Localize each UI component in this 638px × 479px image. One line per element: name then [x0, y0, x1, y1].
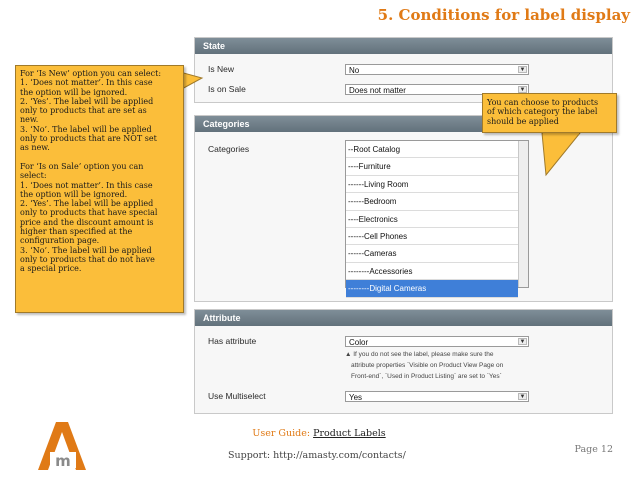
note-line: ▲ If you do not see the label, please make sure the [345, 351, 494, 358]
attribute-panel [194, 309, 613, 414]
note-line: attribute properties `Visible on Product View Page on [351, 362, 504, 369]
callout-line: only to products that are NOT set [20, 134, 157, 144]
category-option[interactable]: ----Furniture [346, 158, 518, 175]
callout-line [20, 153, 179, 162]
use-multiselect-label: Use Multiselect [208, 391, 266, 401]
is-new-select[interactable] [345, 64, 529, 75]
callout-line: only to products that are set as [20, 106, 147, 116]
callout-line: higher than specified at the [20, 227, 133, 237]
dropdown-arrow-icon: ▼ [519, 394, 526, 400]
category-option[interactable]: --Root Catalog [346, 141, 518, 158]
dropdown-arrow-icon: ▼ [519, 67, 526, 73]
info-bullet-icon: ▲ [345, 351, 354, 358]
right-callout-pointer [534, 133, 594, 179]
category-option[interactable]: --------Accessories [346, 263, 518, 280]
callout-line: of which category the label [487, 107, 598, 117]
categories-listbox[interactable] [345, 140, 529, 294]
callout-line: price and the discount amount is [20, 217, 154, 227]
footer-page-number: Page 12 [574, 444, 613, 455]
left-callout-pointer [180, 70, 210, 100]
callout-line: a special price. [20, 264, 82, 274]
callout-line: 3. ‘No’. The label will be applied [20, 124, 152, 134]
callout-line: configuration page. [20, 236, 100, 246]
is-new-value: No [349, 66, 360, 75]
has-attribute-select[interactable] [345, 336, 529, 347]
page-title: 5. Conditions for label display [377, 6, 630, 24]
callout-line: select: [20, 171, 47, 181]
callout-line: For ‘Is New’ option you can select: [20, 69, 162, 78]
listbox-scrollbar[interactable] [518, 141, 528, 287]
footer-guide: User Guide: Product Labels [252, 428, 386, 439]
category-option[interactable]: ------Cameras [346, 245, 518, 262]
callout-line: 2. ‘Yes’. The label will be applied [20, 199, 154, 209]
use-multiselect-value: Yes [349, 393, 363, 402]
right-callout [482, 93, 617, 133]
callout-line: only to products that have special [20, 208, 158, 218]
note-line: Front-end`, `Used in Product Listing` are set to `Yes` [351, 373, 502, 380]
product-labels-link[interactable]: Product Labels [313, 428, 386, 439]
category-option[interactable]: ------Cell Phones [346, 228, 518, 245]
callout-line: You can choose to products [487, 98, 599, 107]
callout-line: should be applied [487, 116, 559, 126]
callout-line: 3. ‘No’. The label will be applied [20, 245, 152, 255]
attribute-note [345, 349, 545, 382]
is-on-sale-value: Does not matter [349, 86, 406, 95]
is-new-label: Is New [208, 64, 234, 74]
categories-label: Categories [208, 144, 250, 154]
left-callout [15, 65, 184, 313]
footer-support: Support: http://amasty.com/contacts/ [228, 450, 406, 461]
callout-line: the option will be ignored. [20, 189, 128, 199]
has-attribute-value: Color [349, 338, 369, 347]
callout-line: the option will be ignored. [20, 87, 128, 97]
use-multiselect-select[interactable] [345, 391, 529, 402]
attribute-panel-header: Attribute [195, 310, 612, 326]
dropdown-arrow-icon: ▼ [519, 87, 526, 93]
category-option[interactable]: --------Digital Cameras [346, 280, 518, 297]
amasty-logo-icon [34, 418, 90, 472]
callout-line: 2. ‘Yes’. The label will be applied [20, 96, 154, 106]
callout-line: 1. ‘Does not matter’. In this case [20, 180, 153, 190]
callout-line: 1. ‘Does not matter’. In this case [20, 78, 153, 88]
has-attribute-label: Has attribute [208, 336, 257, 346]
categories-panel-header: Categories [195, 116, 612, 132]
callout-line: only to products that do not have [20, 254, 155, 264]
logo-subletter: m [55, 452, 71, 470]
state-panel-header: State [195, 38, 612, 54]
dropdown-arrow-icon: ▼ [519, 339, 526, 345]
callout-line: as new. [20, 143, 50, 153]
callout-line: For ‘Is on Sale’ option you can [20, 161, 144, 171]
callout-line: new. [20, 115, 39, 125]
is-on-sale-label: Is on Sale [208, 84, 246, 94]
category-option[interactable]: ----Electronics [346, 211, 518, 228]
category-option[interactable]: ------Bedroom [346, 193, 518, 210]
category-option[interactable]: ------Living Room [346, 176, 518, 193]
